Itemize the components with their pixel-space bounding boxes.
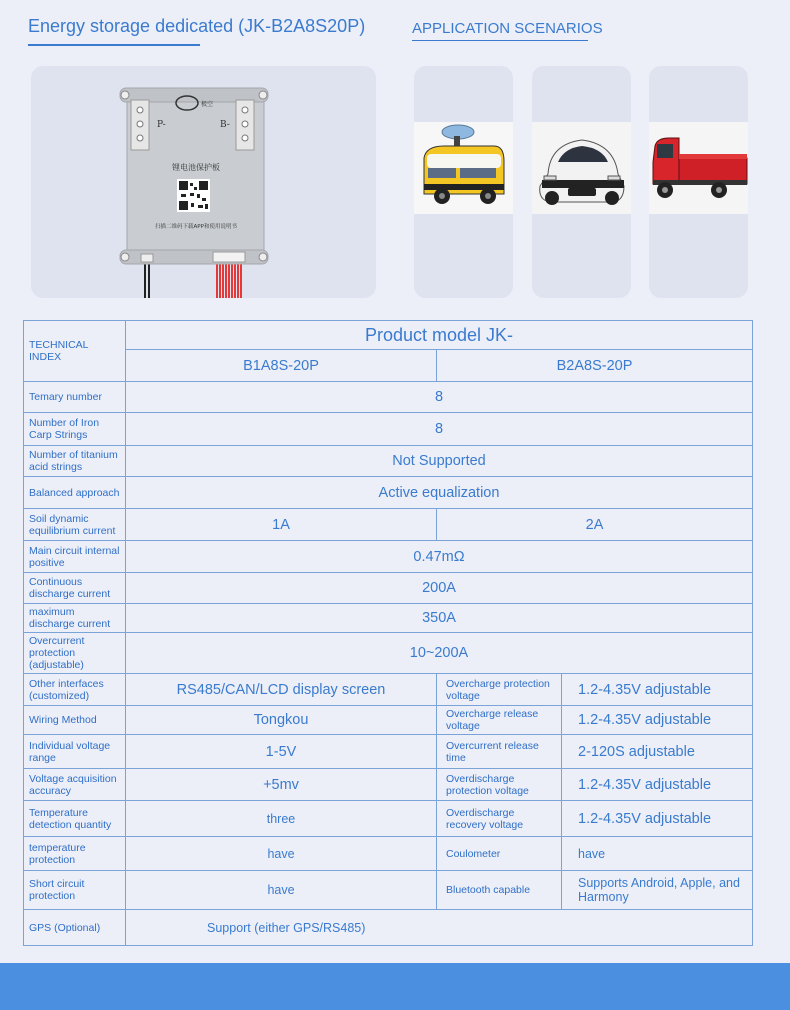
small-car-icon <box>532 66 631 298</box>
table-row <box>24 541 753 573</box>
row-label: Temperature detection quantity <box>24 801 126 837</box>
row-value: Support (either GPS/RS485) <box>126 910 753 946</box>
row-value: +5mv <box>126 769 437 801</box>
row-value-secondary: Supports Android, Apple, and Harmony <box>562 871 753 910</box>
row-label: Main circuit internal positive <box>24 541 126 573</box>
section-title-energy-storage: Energy storage dedicated (JK-B2A8S20P) <box>28 16 366 36</box>
row-value: have <box>126 871 437 910</box>
table-row <box>24 837 753 871</box>
table-row <box>24 735 753 769</box>
model-b-header: B2A8S-20P <box>437 350 753 382</box>
table-row <box>24 509 753 541</box>
row-value: Not Supported <box>126 446 753 477</box>
board-title: 锂电池保护板 <box>172 163 220 172</box>
row-value: 10~200A <box>126 633 753 674</box>
row-value: Active equalization <box>126 477 753 509</box>
row-value: have <box>126 837 437 871</box>
tricycle-truck-icon <box>649 66 748 298</box>
svg-text:极空: 极空 <box>201 101 214 108</box>
wire-bundle <box>145 261 241 298</box>
row-value-secondary: 1.2-4.35V adjustable <box>562 706 753 735</box>
table-row <box>24 604 753 633</box>
row-label-secondary: Overdischarge protection voltage <box>437 769 562 801</box>
row-value: 8 <box>126 382 753 413</box>
row-label: Number of Iron Carp Strings <box>24 413 126 446</box>
row-label-secondary: Overcharge protection voltage <box>437 674 562 706</box>
row-label: Overcurrent protection (adjustable) <box>24 633 126 674</box>
product-model-header: Product model JK- <box>126 321 753 350</box>
row-value: RS485/CAN/LCD display screen <box>126 674 437 706</box>
row-value: 0.47mΩ <box>126 541 753 573</box>
table-row <box>24 382 753 413</box>
row-label: Soil dynamic equilibrium current <box>24 509 126 541</box>
row-label: Temary number <box>24 382 126 413</box>
terminal-p-label: P- <box>157 120 166 130</box>
row-label: maximum discharge current <box>24 604 126 633</box>
row-value-secondary: 2-120S adjustable <box>562 735 753 769</box>
camper-van-icon <box>414 66 513 298</box>
row-value-secondary: have <box>562 837 753 871</box>
spec-table <box>23 320 753 946</box>
section-title-application-scenarios: APPLICATION SCENARIOS <box>412 20 603 37</box>
technical-index-header: TECHNICAL INDEX <box>24 321 126 382</box>
title-underline <box>412 40 588 41</box>
model-a-header: B1A8S-20P <box>126 350 437 382</box>
table-row <box>24 477 753 509</box>
board-caption: 扫描二维码下载APP和使用说明书 <box>155 224 237 230</box>
row-value-secondary: 1.2-4.35V adjustable <box>562 801 753 837</box>
row-label-secondary: Overdischarge recovery voltage <box>437 801 562 837</box>
row-value: three <box>126 801 437 837</box>
row-label: Voltage acquisition accuracy <box>24 769 126 801</box>
row-value: Tongkou <box>126 706 437 735</box>
row-value: 200A <box>126 573 753 604</box>
scenario-card-small-car <box>532 66 631 298</box>
table-row <box>24 413 753 446</box>
footer-band <box>0 963 790 1010</box>
table-row <box>24 910 753 946</box>
row-label-secondary: Overcurrent release time <box>437 735 562 769</box>
table-row <box>24 446 753 477</box>
row-value: 350A <box>126 604 753 633</box>
table-row <box>24 573 753 604</box>
table-row <box>24 801 753 837</box>
table-row <box>24 350 753 382</box>
table-row <box>24 674 753 706</box>
bms-board-illustration <box>31 66 376 298</box>
row-label: Number of titanium acid strings <box>24 446 126 477</box>
scenario-card-camper <box>414 66 513 298</box>
table-row <box>24 871 753 910</box>
row-value-model-a: 1A <box>126 509 437 541</box>
row-label: Other interfaces (customized) <box>24 674 126 706</box>
qr-code-icon <box>177 179 210 212</box>
row-label-secondary: Bluetooth capable <box>437 871 562 910</box>
row-label: Continuous discharge current <box>24 573 126 604</box>
title-underline <box>28 44 200 46</box>
row-value: 8 <box>126 413 753 446</box>
row-label: Balanced approach <box>24 477 126 509</box>
scenario-card-tricycle <box>649 66 748 298</box>
row-value-secondary: 1.2-4.35V adjustable <box>562 674 753 706</box>
row-value-model-b: 2A <box>437 509 753 541</box>
row-value-secondary: 1.2-4.35V adjustable <box>562 769 753 801</box>
row-label: Short circuit protection <box>24 871 126 910</box>
table-row <box>24 321 753 350</box>
table-row <box>24 706 753 735</box>
row-label: GPS (Optional) <box>24 910 126 946</box>
table-row <box>24 769 753 801</box>
row-label: Individual voltage range <box>24 735 126 769</box>
row-label: temperature protection <box>24 837 126 871</box>
row-label-secondary: Overcharge release voltage <box>437 706 562 735</box>
table-row <box>24 633 753 674</box>
row-label-secondary: Coulometer <box>437 837 562 871</box>
row-label: Wiring Method <box>24 706 126 735</box>
product-image-card <box>31 66 376 298</box>
row-value: 1-5V <box>126 735 437 769</box>
terminal-b-label: B- <box>220 120 230 130</box>
